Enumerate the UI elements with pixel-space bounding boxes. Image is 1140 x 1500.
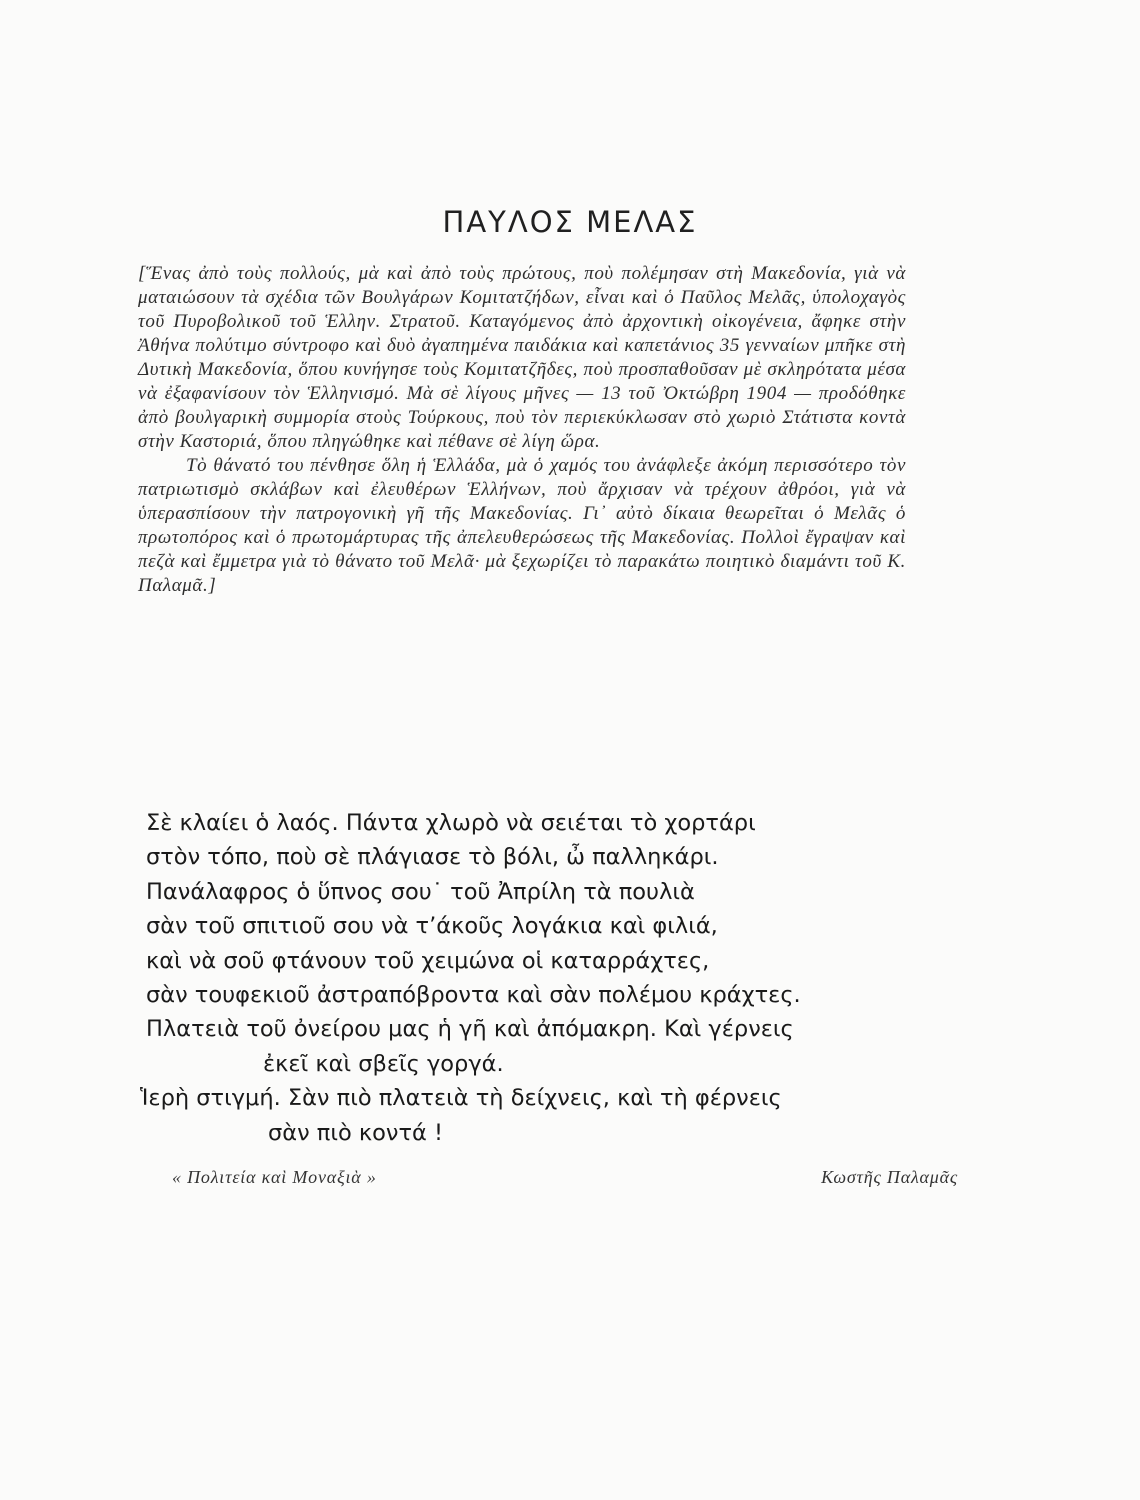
intro-text bbox=[138, 262, 906, 598]
poem-source: « Πολιτεία καὶ Μοναξιὰ » bbox=[172, 1167, 377, 1187]
poem-line: Πλατειὰ τοῦ ὀνείρου μας ἡ γῆ καὶ ἀπόμακρη. Καὶ γέρνεις bbox=[146, 1016, 794, 1043]
poem-line: σὰν τοῦ σπιτιοῦ σου νὰ τ’άκοῦς λογάκια καὶ φιλιά, bbox=[146, 913, 718, 940]
poem-line: ἐκεῖ καὶ σβεῖς γοργά. bbox=[263, 1050, 504, 1077]
intro-paragraph: [Ἕνας ἀπὸ τοὺς πολλούς, μὰ καὶ ἀπὸ τοὺς πρώτους, ποὺ πολέμησαν στὴ Μακεδονία, γιὰ νὰ ματαιώσουν τὰ σχέδια τῶν Βουλγάρων Κομιτατζήδων, εἶναι καὶ ὁ Παῦλος Μελᾶς, ὑπολοχαγὸς τοῦ Πυροβολικοῦ τοῦ Ἑλλην. Στρατοῦ. Καταγόμενος ἀπὸ ἀρχοντικὴ οἰκογένεια, ἄφηκε στὴν Ἀθήνα πολύτιμο σύντροφο καὶ δυὸ ἀγαπημένα παιδάκια καὶ καπετάνιος 35 γενναίων μπῆκε στὴ Δυτικὴ Μακεδονία, ὅπου κυνήγησε τοὺς Κομιτατζῆδες, ποὺ προσπαθοῦσαν μὲ σκληρότατα μέσα νὰ ἐξαφανίσουν τὸν Ἑλληνισμό. Μὰ σὲ λίγους μῆνες — 13 τοῦ Ὀκτώβρη 1904 — προδόθηκε ἀπὸ βουλγαρικὴ συμμορία στοὺς Τούρκους, ποὺ τὸν περιεκύκλωσαν στὸ χωριὸ Στάτιστα κοντὰ στὴν Καστοριά, ὅπου πληγώθηκε καὶ πέθανε σὲ λίγη ὥρα. bbox=[138, 263, 906, 452]
page-title: ΠΑΥΛΟΣ ΜΕΛΑΣ bbox=[442, 205, 698, 239]
poem-line: στὸν τόπο, ποὺ σὲ πλάγιασε τὸ βόλι, ὦ παλληκάρι. bbox=[146, 844, 719, 871]
poem-line: Σὲ κλαίει ὁ λαός. Πάντα χλωρὸ νὰ σειέται τὸ χορτάρι bbox=[146, 810, 756, 836]
poem-line: καὶ νὰ σοῦ φτάνουν τοῦ χειμώνα οἱ καταρράχτες, bbox=[146, 947, 710, 974]
poem-line: Πανάλαφρος ὁ ὕπνος σου˙ τοῦ Ἀπρίλη τὰ πουλιὰ bbox=[146, 878, 695, 905]
poem bbox=[140, 806, 920, 1150]
poem-line: σὰν τουφεκιοῦ ἀστραπόβροντα καὶ σὰν πολέμου κράχτες. bbox=[146, 981, 801, 1008]
poem-author: Κωστῆς Παλαμᾶς bbox=[821, 1167, 958, 1187]
poem-line: σὰν πιὸ κοντά ! bbox=[268, 1119, 444, 1146]
poem-line: Ἱερὴ στιγμή. Σὰν πιὸ πλατειὰ τὴ δείχνεις, καὶ τὴ φέρνεις bbox=[140, 1085, 782, 1112]
intro-paragraph: Τὸ θάνατό του πένθησε ὅλη ἡ Ἑλλάδα, μὰ ὁ χαμός του ἀνάφλεξε ἀκόμη περισσότερο τὸν πατριωτισμὸ σκλάβων καὶ ἐλευθέρων Ἑλλήνων, ποὺ ἄρχισαν νὰ τρέχουν ἀθρόοι, γιὰ νὰ ὑπερασπίσουν τὴν πατρογονικὴ γῆ τῆς Μακεδονίας. Γι᾽ αὐτὸ δίκαια θεωρεῖται ὁ Μελᾶς ὁ πρωτοπόρος καὶ ὁ πρωτομάρτυρας τῆς ἀπελευθερώσεως τῆς Μακεδονίας. Πολλοὶ ἔγραψαν καὶ πεζὰ καὶ ἔμμετρα γιὰ τὸ θάνατο τοῦ Μελᾶ· μὰ ξεχωρίζει τὸ παρακάτω ποιητικὸ διαμάντι τοῦ Κ. Παλαμᾶ.] bbox=[138, 455, 906, 596]
